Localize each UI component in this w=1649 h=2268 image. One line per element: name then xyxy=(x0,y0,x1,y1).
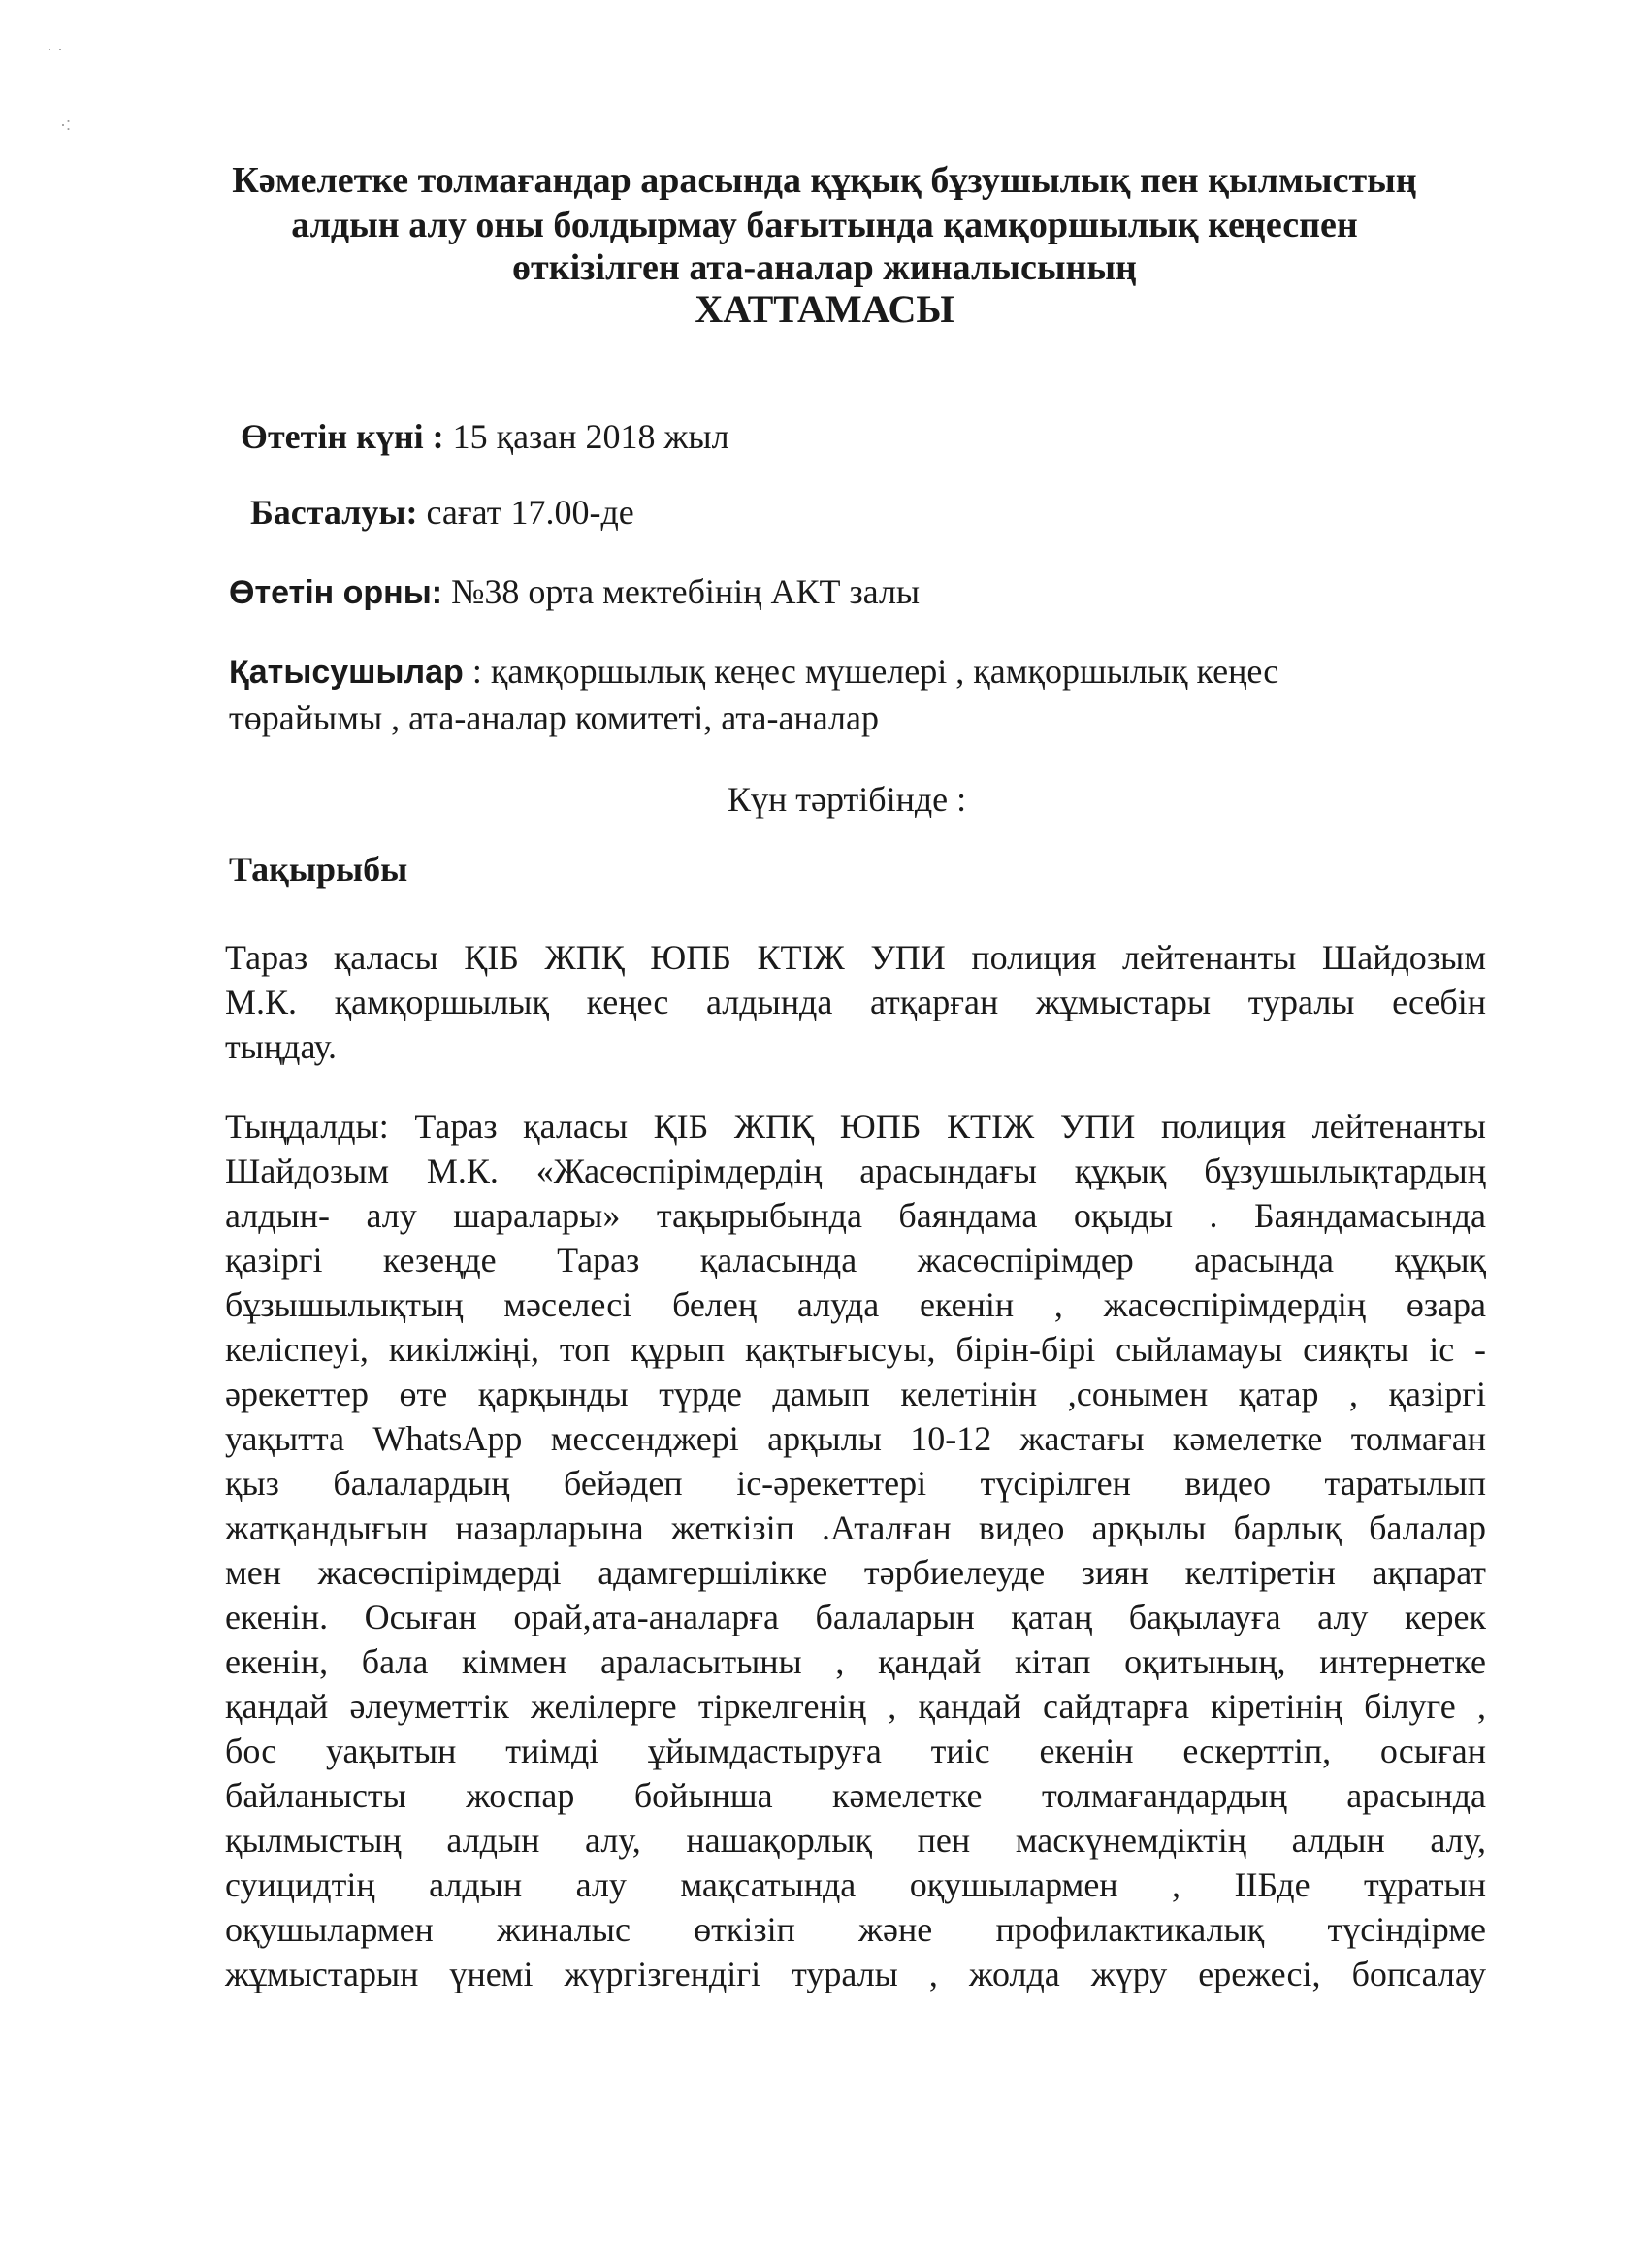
participants-line-1: : қамқоршылық кеңес мүшелері , қамқоршылық кеңес xyxy=(463,652,1279,691)
body-line: бұзышылықтың мәселесі белең алуда екенін , жасөспірімдердің өзара xyxy=(225,1285,1486,1324)
meeting-date xyxy=(241,415,729,458)
body-line: мен жасөспірімдерді адамгершілікке тәрбиелеуде зиян келтіретін ақпарат xyxy=(225,1553,1486,1592)
body-line: Шайдозым М.К. «Жасөспірімдердің арасындағы құқық бұзушылықтардың xyxy=(225,1151,1486,1190)
body-line: қазіргі кезеңде Тараз қаласында жасөспірімдер арасында құқық xyxy=(225,1241,1486,1280)
meeting-place-label: Өтетін орны: xyxy=(229,574,443,611)
meeting-participants xyxy=(229,650,1278,694)
body-line: байланысты жоспар бойынша кәмелетке толмағандардың арасында xyxy=(225,1776,1486,1815)
document-title-line-1: Кәмелетке толмағандар арасында құқық бұзушылық пен қылмыстың xyxy=(232,160,1417,201)
body-line: екенін. Осыған орай,ата-аналарға балаларын қатаң бақылауға алу керек xyxy=(225,1598,1486,1636)
body-line: Тыңдалды: Тараз қаласы ҚІБ ЖПҚ ЮПБ КТІЖ УПИ полиция лейтенанты xyxy=(225,1107,1486,1146)
scan-speck: · · xyxy=(47,39,63,58)
meeting-date-label: Өтетін күні : xyxy=(241,417,444,456)
document-title-line-3: өткізілген ата-аналар жиналысының xyxy=(512,247,1137,288)
meeting-place xyxy=(229,570,920,614)
meeting-participants-cont xyxy=(229,697,879,739)
document-heading: ХАТТАМАСЫ xyxy=(695,287,954,331)
topic-line: тыңдау. xyxy=(225,1027,338,1066)
agenda-label: Күн тәртібінде : xyxy=(728,780,967,819)
meeting-start-value: сағат 17.00-де xyxy=(417,493,634,532)
body-line: жатқандығын назарларына жеткізіп .Аталған видео арқылы барлық балалар xyxy=(225,1508,1486,1547)
topic-line: Тараз қаласы ҚІБ ЖПҚ ЮПБ КТІЖ УПИ полиция лейтенанты Шайдозым xyxy=(225,938,1486,977)
body-line: қылмыстың алдын алу, нашақорлық пен маскүнемдіктің алдын алу, xyxy=(225,1821,1486,1860)
body-line: суицидтің алдын алу мақсатында оқушылармен , ІІБде тұратын xyxy=(225,1865,1486,1904)
meeting-place-value: №38 орта мектебінің АКТ залы xyxy=(442,572,921,611)
body-line: уақытта WhatsApp мессенджері арқылы 10-12 жастағы кәмелетке толмаған xyxy=(225,1419,1486,1458)
meeting-start xyxy=(250,491,634,534)
body-line: әрекеттер өте қарқынды түрде дамып келетінін ,сонымен қатар , қазіргі xyxy=(225,1375,1486,1413)
body-line: алдын- алу шаралары» тақырыбында баяндама оқыды . Баяндамасында xyxy=(225,1196,1486,1235)
body-line: қыз балалардың бейәдеп іс-әрекеттері түсірілген видео таратылып xyxy=(225,1464,1486,1503)
body-line: оқушылармен жиналыс өткізіп және профилактикалық түсіндірме xyxy=(225,1910,1486,1949)
topic-line: М.К. қамқоршылық кеңес алдында атқарған жұмыстары туралы есебін xyxy=(225,983,1486,1021)
participants-label: Қатысушылар xyxy=(229,654,464,691)
document-title-line-2: алдын алу оны болдырмау бағытында қамқоршылық кеңеспен xyxy=(291,205,1358,245)
meeting-date-value: 15 қазан 2018 жыл xyxy=(443,417,729,456)
body-line: келіспеуі, кикілжіңі, топ құрып қақтығысуы, бірін-бірі сыйламауы сияқты іс - xyxy=(225,1330,1486,1369)
body-paragraph xyxy=(225,1104,1486,1996)
body-line: бос уақытын тиімді ұйымдастыруға тиіс екенін ескерттіп, осыған xyxy=(225,1732,1486,1770)
participants-line-2: төрайымы , ата-аналар комитеті, ата-аналар xyxy=(229,698,879,737)
meeting-start-label: Басталуы: xyxy=(250,493,418,532)
body-line: қандай әлеуметтік желілерге тіркелгенің , қандай сайдтарға кіретінің білуге , xyxy=(225,1687,1486,1726)
scan-speck: ·: xyxy=(60,114,71,134)
topic-label: Тақырыбы xyxy=(229,850,408,889)
body-line: екенін, бала кіммен араласытыны , қандай кітап оқитының, интернетке xyxy=(225,1642,1486,1681)
topic-paragraph xyxy=(225,935,1486,1069)
body-line: жұмыстарын үнемі жүргізгендігі туралы , жолда жүру ережесі, бопсалау xyxy=(225,1955,1486,1993)
